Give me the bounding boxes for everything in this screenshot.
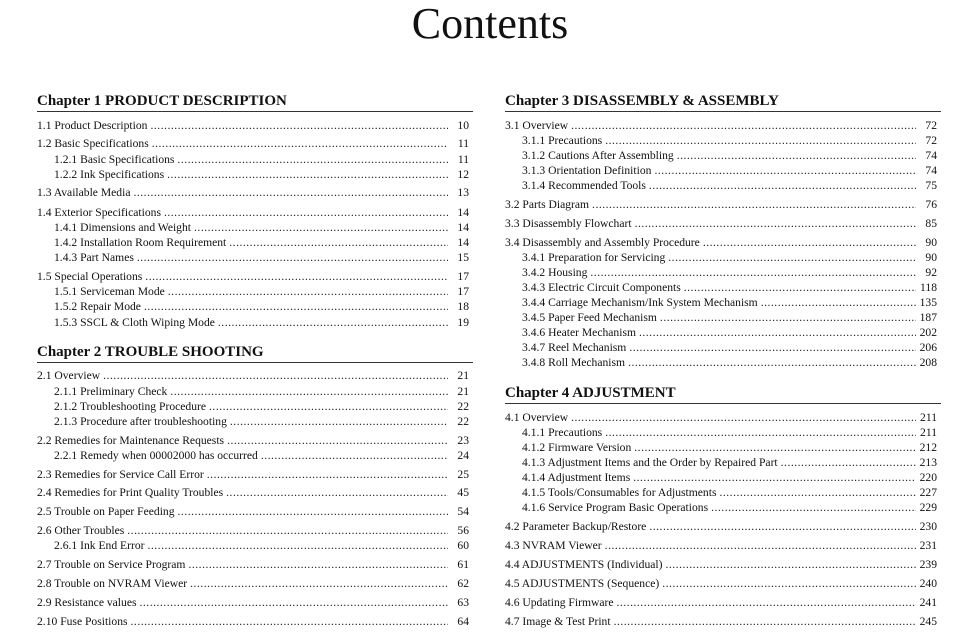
toc-page-number: 240 — [919, 577, 937, 590]
toc-entry-label: 4.7 Image & Test Print — [505, 615, 611, 628]
dot-leader — [209, 400, 448, 414]
dot-leader — [614, 615, 916, 629]
toc-entry-label: 2.7 Trouble on Service Program — [37, 558, 186, 571]
toc-entry-label: 2.1.3 Procedure after troubleshooting — [54, 415, 227, 428]
toc-subsection-entry[interactable] — [54, 236, 469, 250]
toc-subsection-entry[interactable] — [522, 356, 937, 370]
toc-page-number: 239 — [919, 558, 937, 571]
toc-page-number: 241 — [919, 596, 937, 609]
toc-entry-label: 3.1 Overview — [505, 119, 569, 132]
toc-entry-label: 1.5.1 Serviceman Mode — [54, 285, 165, 298]
toc-page-number: 23 — [457, 434, 469, 447]
toc-entry-label: 3.4 Disassembly and Assembly Procedure — [505, 236, 700, 249]
dot-leader — [605, 134, 916, 148]
dot-leader — [194, 221, 448, 235]
toc-page-number: 206 — [919, 341, 937, 354]
chapter-heading: Chapter 3 DISASSEMBLY & ASSEMBLY — [505, 93, 779, 109]
chapter-heading: Chapter 4 ADJUSTMENT — [505, 385, 676, 401]
toc-page-number: 14 — [457, 206, 469, 219]
toc-subsection-entry[interactable] — [522, 426, 937, 440]
toc-subsection-entry[interactable] — [522, 441, 937, 455]
toc-entry-label: 1.2.1 Basic Specifications — [54, 153, 175, 166]
toc-page-number: 24 — [457, 449, 469, 462]
chapter-divider — [37, 111, 473, 112]
toc-section-entry[interactable] — [37, 558, 469, 572]
toc-page-number: 211 — [920, 426, 937, 439]
dot-leader — [571, 119, 916, 133]
toc-section-entry[interactable] — [37, 486, 469, 500]
dot-leader — [188, 558, 448, 572]
toc-section-entry[interactable] — [37, 119, 469, 133]
toc-entry-label: 1.3 Available Media — [37, 186, 131, 199]
dot-leader — [711, 501, 916, 515]
dot-leader — [781, 456, 916, 470]
chapter-divider — [505, 403, 941, 404]
toc-section-entry[interactable] — [37, 468, 469, 482]
toc-entry-label: 2.2 Remedies for Maintenance Requests — [37, 434, 225, 447]
toc-page-number: 14 — [457, 221, 469, 234]
toc-subsection-entry[interactable] — [522, 456, 937, 470]
toc-section-entry[interactable] — [37, 434, 469, 448]
toc-entry-label: 2.5 Trouble on Paper Feeding — [37, 505, 175, 518]
dot-leader — [133, 186, 448, 200]
toc-page-number: 227 — [919, 486, 937, 499]
toc-subsection-entry[interactable] — [522, 501, 937, 515]
dot-leader — [665, 558, 916, 572]
toc-page-number: 74 — [925, 149, 937, 162]
toc-page-number: 17 — [457, 285, 469, 298]
toc-subsection-entry[interactable] — [54, 415, 469, 429]
dot-leader — [150, 119, 448, 133]
toc-entry-label: 4.1.6 Service Program Basic Operations — [522, 501, 709, 514]
toc-page-number: 202 — [919, 326, 937, 339]
dot-leader — [662, 577, 916, 591]
dot-leader — [190, 577, 448, 591]
toc-page-number: 64 — [457, 615, 469, 628]
toc-subsection-entry[interactable] — [522, 134, 937, 148]
toc-page-number: 229 — [919, 501, 937, 514]
toc-section-entry[interactable] — [505, 236, 937, 250]
toc-page-number: 11 — [457, 137, 469, 150]
dot-leader — [140, 596, 449, 610]
toc-page-number: 118 — [920, 281, 937, 294]
toc-page-number: 56 — [457, 524, 469, 537]
dot-leader — [634, 441, 916, 455]
toc-entry-label: 1.2.2 Ink Specifications — [54, 168, 165, 181]
toc-section-entry[interactable] — [505, 577, 937, 591]
toc-entry-label: 3.4.7 Reel Mechanism — [522, 341, 627, 354]
toc-entry-label: 3.4.4 Carriage Mechanism/Ink System Mechanism — [522, 296, 758, 309]
toc-page-number: 13 — [457, 186, 469, 199]
dot-leader — [127, 524, 448, 538]
toc-entry-label: 2.1 Overview — [37, 369, 101, 382]
toc-page-number: 54 — [457, 505, 469, 518]
toc-entry-label: 3.4.2 Housing — [522, 266, 588, 279]
toc-page-number: 211 — [920, 411, 937, 424]
toc-page-number: 220 — [919, 471, 937, 484]
toc-section-entry[interactable] — [37, 505, 469, 519]
toc-subsection-entry[interactable] — [54, 316, 469, 330]
toc-section-entry[interactable] — [505, 217, 937, 231]
toc-entry-label: 2.6.1 Ink End Error — [54, 539, 145, 552]
toc-subsection-entry[interactable] — [54, 385, 469, 399]
toc-entry-label: 3.1.4 Recommended Tools — [522, 179, 646, 192]
dot-leader — [684, 281, 916, 295]
toc-subsection-entry[interactable] — [522, 311, 937, 325]
toc-section-entry[interactable] — [37, 615, 469, 629]
toc-subsection-entry[interactable] — [54, 539, 469, 553]
toc-section-entry[interactable] — [37, 270, 469, 284]
toc-section-entry[interactable] — [505, 198, 937, 212]
dot-leader — [590, 266, 916, 280]
toc-section-entry[interactable] — [505, 520, 937, 534]
dot-leader — [703, 236, 916, 250]
toc-subsection-entry[interactable] — [522, 149, 937, 163]
dot-leader — [605, 426, 916, 440]
toc-section-entry[interactable] — [37, 596, 469, 610]
toc-entry-label: 3.1.1 Precautions — [522, 134, 603, 147]
toc-page-number: 14 — [457, 236, 469, 249]
toc-entry-label: 3.4.6 Heater Mechanism — [522, 326, 636, 339]
toc-page-number: 11 — [457, 153, 469, 166]
toc-entry-label: 2.4 Remedies for Print Quality Troubles — [37, 486, 224, 499]
dot-leader — [639, 326, 916, 340]
toc-entry-label: 3.4.1 Preparation for Servicing — [522, 251, 666, 264]
dot-leader — [629, 341, 916, 355]
toc-subsection-entry[interactable] — [54, 251, 469, 265]
dot-leader — [628, 356, 916, 370]
dot-leader — [592, 198, 916, 212]
toc-section-entry[interactable] — [505, 596, 937, 610]
dot-leader — [152, 137, 448, 151]
dot-leader — [103, 369, 448, 383]
dot-leader — [167, 168, 448, 182]
toc-entry-label: 2.9 Resistance values — [37, 596, 137, 609]
toc-page-number: 213 — [919, 456, 937, 469]
toc-entry-label: 3.1.2 Cautions After Assembling — [522, 149, 674, 162]
dot-leader — [668, 251, 916, 265]
toc-subsection-entry[interactable] — [522, 471, 937, 485]
toc-subsection-entry[interactable] — [54, 400, 469, 414]
toc-entry-label: 2.1.1 Preliminary Check — [54, 385, 168, 398]
toc-page-number: 10 — [457, 119, 469, 132]
toc-subsection-entry[interactable] — [522, 341, 937, 355]
dot-leader — [654, 164, 916, 178]
dot-leader — [218, 316, 448, 330]
dot-leader — [170, 385, 448, 399]
toc-subsection-entry[interactable] — [522, 296, 937, 310]
toc-page-number: 135 — [919, 296, 937, 309]
chapter-divider — [505, 111, 941, 112]
toc-entry-label: 2.10 Fuse Positions — [37, 615, 128, 628]
toc-entry-label: 3.4.8 Roll Mechanism — [522, 356, 626, 369]
toc-entry-label: 3.4.3 Electric Circuit Components — [522, 281, 681, 294]
dot-leader — [660, 311, 916, 325]
toc-entry-label: 4.6 Updating Firmware — [505, 596, 614, 609]
toc-entry-label: 1.4.2 Installation Room Requirement — [54, 236, 227, 249]
dot-leader — [145, 270, 448, 284]
toc-subsection-entry[interactable] — [54, 221, 469, 235]
toc-subsection-entry[interactable] — [54, 168, 469, 182]
toc-page-number: 85 — [925, 217, 937, 230]
toc-page-number: 72 — [925, 119, 937, 132]
toc-page-number: 62 — [457, 577, 469, 590]
toc-page-number: 92 — [925, 266, 937, 279]
toc-entry-label: 1.5.2 Repair Mode — [54, 300, 141, 313]
toc-entry-label: 4.4 ADJUSTMENTS (Individual) — [505, 558, 663, 571]
toc-section-entry[interactable] — [37, 206, 469, 220]
toc-subsection-entry[interactable] — [54, 449, 469, 463]
toc-entry-label: 1.4 Exterior Specifications — [37, 206, 161, 219]
toc-section-entry[interactable] — [505, 615, 937, 629]
toc-page-number: 22 — [457, 400, 469, 413]
dot-leader — [227, 434, 448, 448]
dot-leader — [571, 411, 916, 425]
toc-section-entry[interactable] — [505, 539, 937, 553]
toc-page-number: 90 — [925, 251, 937, 264]
toc-section-entry[interactable] — [505, 411, 937, 425]
chapter-heading: Chapter 2 TROUBLE SHOOTING — [37, 344, 264, 360]
toc-page-number: 75 — [925, 179, 937, 192]
dot-leader — [635, 217, 916, 231]
toc-page-number: 72 — [925, 134, 937, 147]
toc-entry-label: 4.1.3 Adjustment Items and the Order by Repaired Part — [522, 456, 778, 469]
dot-leader — [230, 415, 448, 429]
toc-entry-label: 2.6 Other Troubles — [37, 524, 125, 537]
toc-section-entry[interactable] — [505, 119, 937, 133]
toc-page-number: 60 — [457, 539, 469, 552]
toc-section-entry[interactable] — [37, 369, 469, 383]
page-title: Contents — [411, 0, 569, 48]
toc-page-number: 63 — [457, 596, 469, 609]
toc-subsection-entry[interactable] — [54, 285, 469, 299]
dot-leader — [207, 468, 448, 482]
toc-subsection-entry[interactable] — [522, 326, 937, 340]
toc-subsection-entry[interactable] — [522, 179, 937, 193]
dot-leader — [229, 236, 448, 250]
toc-page-number: 15 — [457, 251, 469, 264]
dot-leader — [719, 486, 916, 500]
toc-entry-label: 1.4.1 Dimensions and Weight — [54, 221, 192, 234]
toc-page-number: 21 — [457, 385, 469, 398]
chapter-divider — [37, 362, 473, 363]
toc-entry-label: 4.1 Overview — [505, 411, 569, 424]
toc-entry-label: 2.3 Remedies for Service Call Error — [37, 468, 204, 481]
toc-entry-label: 4.1.2 Firmware Version — [522, 441, 632, 454]
toc-subsection-entry[interactable] — [522, 251, 937, 265]
dot-leader — [168, 285, 448, 299]
toc-entry-label: 3.1.3 Orientation Definition — [522, 164, 652, 177]
dot-leader — [144, 300, 448, 314]
toc-entry-label: 2.2.1 Remedy when 00002000 has occurred — [54, 449, 258, 462]
toc-page-number: 61 — [457, 558, 469, 571]
toc-entry-label: 1.4.3 Part Names — [54, 251, 134, 264]
toc-section-entry[interactable] — [37, 137, 469, 151]
toc-entry-label: 2.8 Trouble on NVRAM Viewer — [37, 577, 188, 590]
dot-leader — [633, 471, 916, 485]
toc-entry-label: 3.3 Disassembly Flowchart — [505, 217, 632, 230]
toc-entry-label: 3.2 Parts Diagram — [505, 198, 590, 211]
dot-leader — [137, 251, 448, 265]
toc-page-number: 212 — [919, 441, 937, 454]
toc-page-number: 208 — [919, 356, 937, 369]
dot-leader — [677, 149, 916, 163]
dot-leader — [131, 615, 448, 629]
toc-subsection-entry[interactable] — [522, 486, 937, 500]
dot-leader — [649, 520, 916, 534]
toc-subsection-entry[interactable] — [54, 300, 469, 314]
toc-subsection-entry[interactable] — [54, 153, 469, 167]
chapter-heading: Chapter 1 PRODUCT DESCRIPTION — [37, 93, 287, 109]
dot-leader — [649, 179, 916, 193]
toc-entry-label: 4.2 Parameter Backup/Restore — [505, 520, 647, 533]
toc-section-entry[interactable] — [505, 558, 937, 572]
toc-page-number: 231 — [919, 539, 937, 552]
toc-entry-label: 3.4.5 Paper Feed Mechanism — [522, 311, 657, 324]
toc-subsection-entry[interactable] — [522, 281, 937, 295]
toc-page-number: 21 — [457, 369, 469, 382]
toc-subsection-entry[interactable] — [522, 266, 937, 280]
toc-entry-label: 2.1.2 Troubleshooting Procedure — [54, 400, 207, 413]
dot-leader — [226, 486, 448, 500]
toc-page-number: 17 — [457, 270, 469, 283]
dot-leader — [178, 505, 448, 519]
toc-page-number: 22 — [457, 415, 469, 428]
toc-entry-label: 1.5.3 SSCL & Cloth Wiping Mode — [54, 316, 215, 329]
toc-entry-label: 1.5 Special Operations — [37, 270, 143, 283]
toc-page-number: 187 — [919, 311, 937, 324]
toc-page-number: 18 — [457, 300, 469, 313]
toc-page-number: 19 — [457, 316, 469, 329]
toc-page-number: 245 — [919, 615, 937, 628]
toc-entry-label: 1.1 Product Description — [37, 119, 148, 132]
toc-page-number: 230 — [919, 520, 937, 533]
toc-entry-label: 4.5 ADJUSTMENTS (Sequence) — [505, 577, 660, 590]
dot-leader — [605, 539, 916, 553]
toc-section-entry[interactable] — [37, 524, 469, 538]
toc-section-entry[interactable] — [37, 577, 469, 591]
dot-leader — [617, 596, 916, 610]
toc-page-number: 74 — [925, 164, 937, 177]
toc-page-number: 45 — [457, 486, 469, 499]
toc-subsection-entry[interactable] — [522, 164, 937, 178]
dot-leader — [177, 153, 448, 167]
toc-page-number: 12 — [457, 168, 469, 181]
toc-entry-label: 4.1.5 Tools/Consumables for Adjustments — [522, 486, 717, 499]
toc-entry-label: 4.1.1 Precautions — [522, 426, 603, 439]
toc-entry-label: 4.1.4 Adjustment Items — [522, 471, 631, 484]
toc-entry-label: 4.3 NVRAM Viewer — [505, 539, 602, 552]
toc-page-number: 25 — [457, 468, 469, 481]
dot-leader — [761, 296, 916, 310]
dot-leader — [261, 449, 448, 463]
toc-section-entry[interactable] — [37, 186, 469, 200]
dot-leader — [164, 206, 448, 220]
toc-entry-label: 1.2 Basic Specifications — [37, 137, 149, 150]
dot-leader — [147, 539, 448, 553]
toc-page-number: 90 — [925, 236, 937, 249]
toc-page-number: 76 — [925, 198, 937, 211]
